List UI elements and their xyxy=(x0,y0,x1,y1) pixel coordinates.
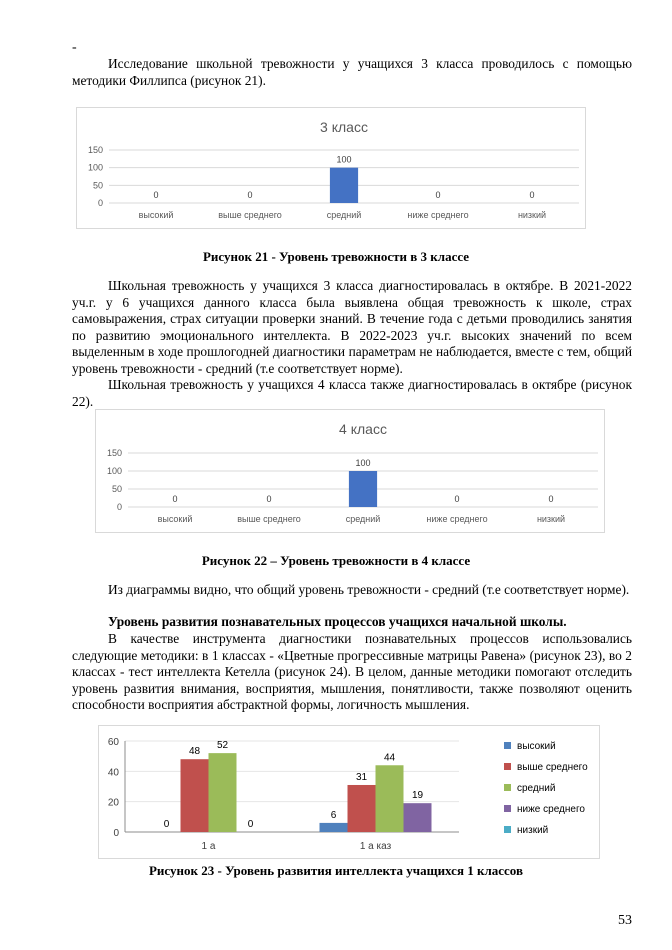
y-tick-label: 50 xyxy=(111,484,122,494)
x-tick-label: средний xyxy=(326,210,362,220)
bar xyxy=(320,823,348,832)
paragraph-anxiety-3: Школьная тревожность у учащихся 3 класса диагностировалась в октябре. В 2021-2022 уч.г. у 6 учащихся данного класса была выявлена общая тревожность к школе, страх самовыражения, страх ситуации проверки знаний. В течение года с детьми проводились занятия по развитию эмоционального интеллекта. В 2022-2023 уч.г. высоких значений по всем выделенным в ходе прошлогодней диагностики параметрам не наблюдается, вместе с тем, общий уровень тревожности - средний (т.е соответствует норме). xyxy=(72,278,632,376)
legend-swatch xyxy=(504,742,511,749)
data-label: 52 xyxy=(216,740,229,752)
x-tick-label: низкий xyxy=(517,210,547,220)
y-tick-label: 20 xyxy=(107,797,119,809)
bar xyxy=(181,759,209,832)
data-label: 0 xyxy=(172,494,178,504)
chart-22 xyxy=(95,409,605,533)
legend-label: высокий xyxy=(517,741,556,752)
y-tick-label: 100 xyxy=(106,466,122,476)
legend-swatch xyxy=(504,826,511,833)
x-tick-label: ниже среднего xyxy=(426,514,488,524)
data-label: 0 xyxy=(153,190,159,200)
data-label: 0 xyxy=(435,190,441,200)
data-label: 0 xyxy=(529,190,535,200)
bar xyxy=(348,785,376,832)
bar xyxy=(404,803,432,832)
y-tick-label: 150 xyxy=(87,145,103,155)
y-tick-label: 0 xyxy=(116,502,122,512)
data-label: 6 xyxy=(330,809,337,821)
y-tick-label: 60 xyxy=(107,737,119,748)
data-label: 100 xyxy=(336,154,352,165)
intro-paragraph: Исследование школьной тревожности у учащихся 3 класса проводилось с помощью методики Филлипса (рисунок 21). xyxy=(72,56,632,88)
y-tick-label: 40 xyxy=(107,767,119,779)
bar xyxy=(330,168,358,203)
data-label: 44 xyxy=(383,752,396,764)
chart-23-svg xyxy=(99,726,599,858)
data-label: 0 xyxy=(247,190,253,200)
page-number: 53 xyxy=(618,913,632,928)
x-tick-label: высокий xyxy=(157,514,193,524)
y-tick-label: 100 xyxy=(87,162,103,173)
chart-21-svg xyxy=(77,108,585,228)
legend-swatch xyxy=(504,763,511,770)
data-label: 19 xyxy=(411,790,424,802)
chart-22-svg xyxy=(96,410,604,532)
chart-title: 3 класс xyxy=(320,119,368,135)
chart-23 xyxy=(98,725,600,859)
y-tick-label: 0 xyxy=(113,828,119,839)
paragraph-methods: В качестве инструмента диагностики познавательных процессов использовались следующие методики: в 1 классах - «Цветные прогрессивные матрицы Равена» (рисунок 23), во 2 классах - тест интеллекта Кетелла (рисунок 24). В целом, данные методики помогают отследить уровень развития внимания, восприятия, мышления, понятливости, также позволяют оценить способности восприятия абстрактной формы, логичность мышления. xyxy=(72,631,632,713)
x-tick-label: низкий xyxy=(536,514,566,524)
data-label: 48 xyxy=(188,746,201,758)
caption-23: Рисунок 23 - Уровень развития интеллекта учащихся 1 классов xyxy=(148,863,524,878)
data-label: 0 xyxy=(454,494,460,504)
data-label: 0 xyxy=(548,494,554,504)
paragraph-anxiety-4: Школьная тревожность у учащихся 4 класса также диагностировалась в октябре (рисунок 22). xyxy=(72,377,632,409)
x-tick-label: 1 а каз xyxy=(359,841,392,852)
x-tick-label: высокий xyxy=(138,210,174,220)
data-label: 100 xyxy=(355,458,371,468)
caption-22: Рисунок 22 – Уровень тревожности в 4 классе xyxy=(201,553,471,568)
bar xyxy=(349,471,377,507)
paragraph-conclusion: Из диаграммы видно, что общий уровень тревожности - средний (т.е соответствует норме). xyxy=(108,582,630,597)
x-tick-label: средний xyxy=(345,514,381,524)
bar xyxy=(376,765,404,832)
legend-label: низкий xyxy=(517,825,549,836)
y-tick-label: 50 xyxy=(92,180,103,191)
x-tick-label: ниже среднего xyxy=(407,210,469,220)
x-tick-label: выше среднего xyxy=(237,514,301,524)
legend-swatch xyxy=(504,784,511,791)
data-label: 0 xyxy=(163,819,170,830)
chart-title: 4 класс xyxy=(339,421,387,437)
data-label: 0 xyxy=(266,494,272,504)
dash-mark: - xyxy=(72,40,77,55)
y-tick-label: 0 xyxy=(97,198,103,208)
data-label: 0 xyxy=(247,819,254,830)
bar xyxy=(209,753,237,832)
chart-21 xyxy=(76,107,586,229)
legend-label: выше среднего xyxy=(517,762,588,773)
caption-21: Рисунок 21 - Уровень тревожности в 3 классе xyxy=(202,249,470,264)
y-tick-label: 150 xyxy=(106,448,122,458)
x-tick-label: выше среднего xyxy=(218,210,282,220)
legend-label: ниже среднего xyxy=(517,804,585,815)
legend-label: средний xyxy=(517,783,556,794)
section-heading: Уровень развития познавательных процессов учащихся начальной школы. xyxy=(108,614,567,629)
legend-swatch xyxy=(504,805,511,812)
x-tick-label: 1 а xyxy=(201,841,216,852)
data-label: 31 xyxy=(355,771,368,783)
